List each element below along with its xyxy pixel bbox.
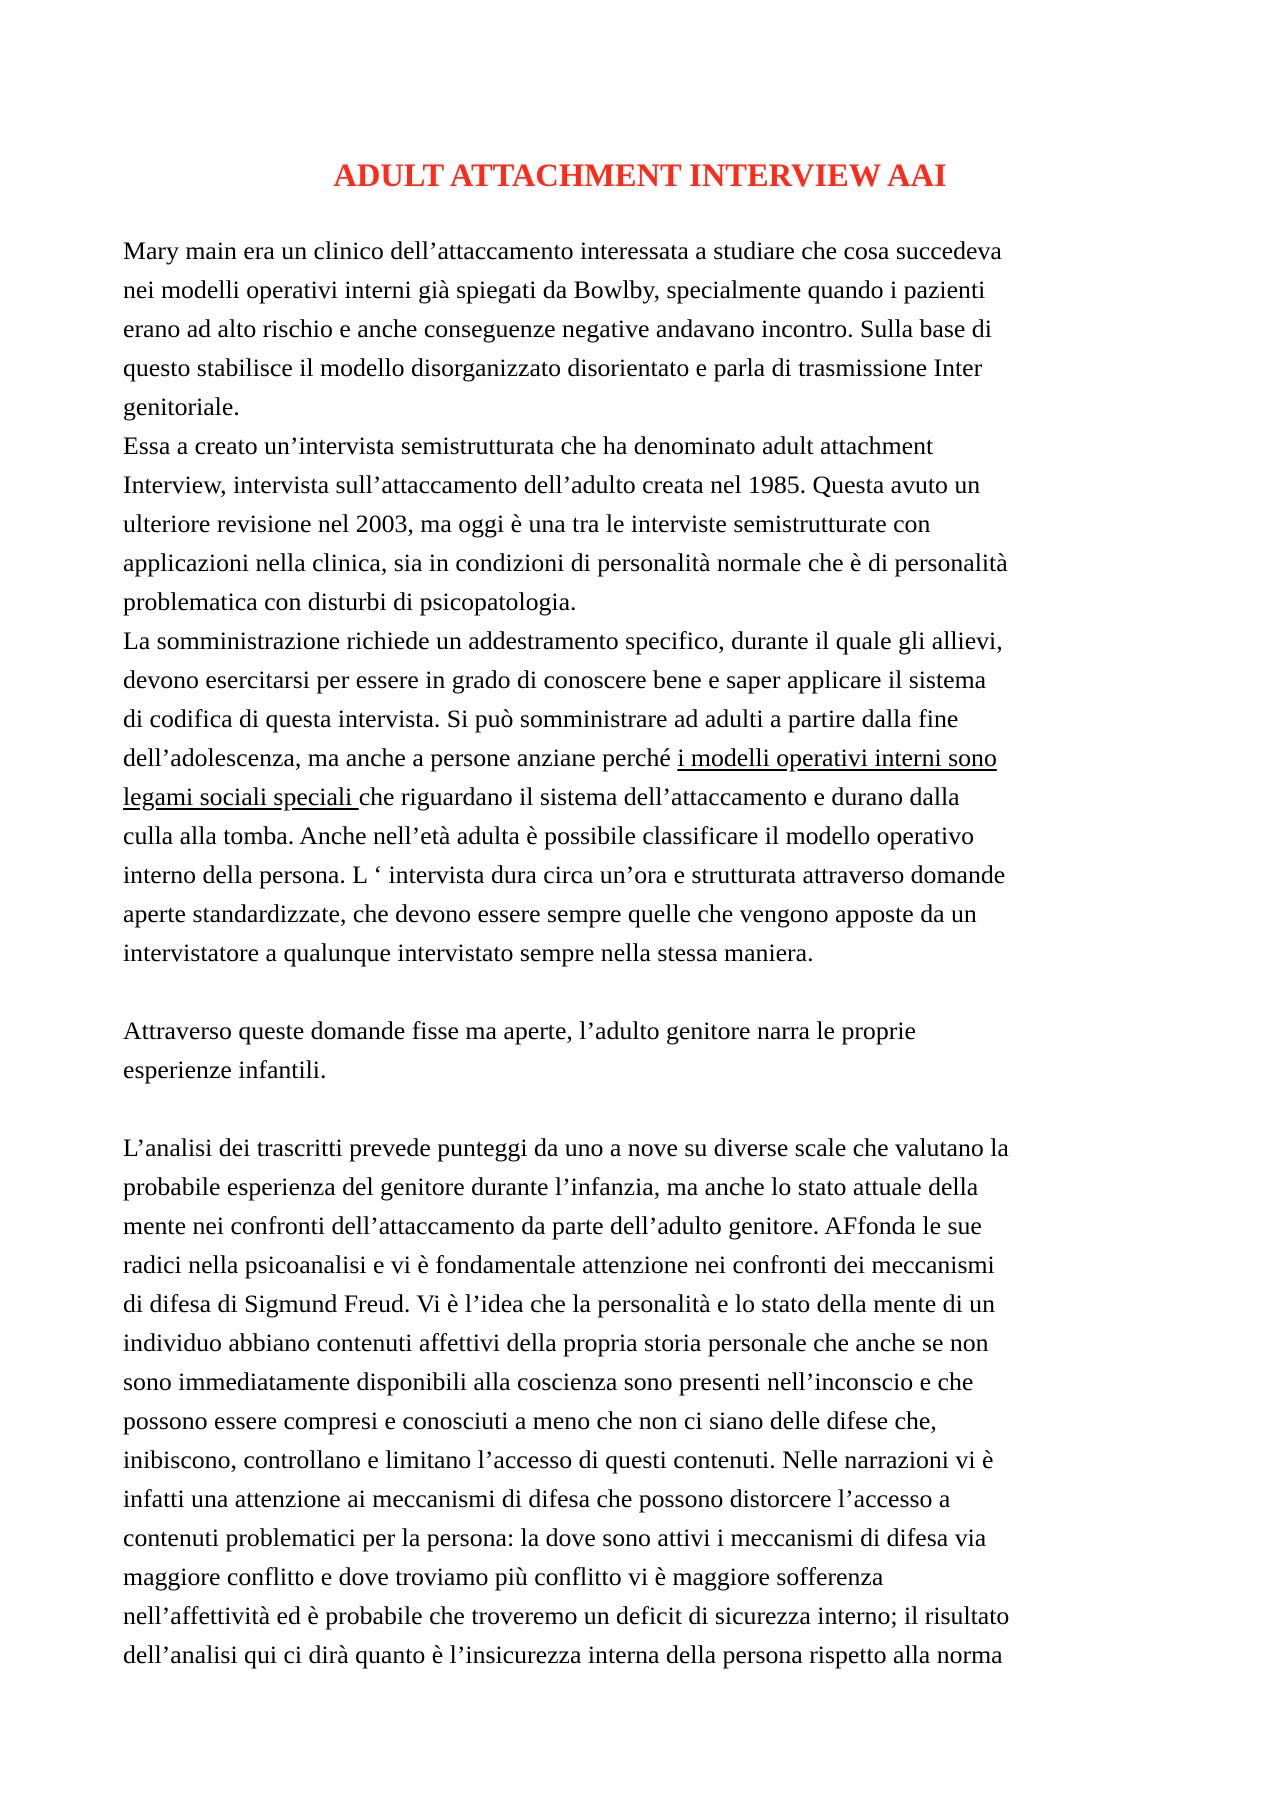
text-line — [123, 777, 1163, 816]
text-line: interno della persona. L ‘ intervista dura circa un’ora e strutturata attraverso domande — [123, 860, 1006, 889]
text-segment: dell’adolescenza, ma anche a persone anziane perché — [123, 743, 678, 772]
paragraph-2 — [123, 426, 1163, 621]
text-line: L’analisi dei trascritti prevede punteggi da uno a nove su diverse scale che valutano la — [123, 1133, 1009, 1162]
paragraph-spacer — [123, 1089, 1163, 1128]
text-line: problematica con disturbi di psicopatologia. — [123, 587, 577, 616]
text-line: dell’analisi qui ci dirà quanto è l’insicurezza interna della persona rispetto alla norma — [123, 1640, 1003, 1669]
text-line: devono esercitarsi per essere in grado di conoscere bene e saper applicare il sistema — [123, 665, 987, 694]
text-line: contenuti problematici per la persona: la dove sono attivi i meccanismi di difesa via — [123, 1523, 987, 1552]
text-line: radici nella psicoanalisi e vi è fondamentale attenzione nei confronti dei meccanismi — [123, 1250, 995, 1279]
text-line: Attraverso queste domande fisse ma aperte, l’adulto genitore narra le proprie — [123, 1016, 916, 1045]
text-line: possono essere compresi e conosciuti a meno che non ci siano delle difese che, — [123, 1406, 937, 1435]
text-line: sono immediatamente disponibili alla coscienza sono presenti nell’inconscio e che — [123, 1367, 974, 1396]
text-line: probabile esperienza del genitore durante l’infanzia, ma anche lo stato attuale della — [123, 1172, 979, 1201]
document-body — [123, 231, 1163, 1674]
text-line: Interview, intervista sull’attaccamento dell’adulto creata nel 1985. Questa avuto un — [123, 470, 981, 499]
text-line: Essa a creato un’intervista semistrutturata che ha denominato adult attachment — [123, 431, 934, 460]
text-line: erano ad alto rischio e anche conseguenze negative andavano incontro. Sulla base di — [123, 314, 992, 343]
paragraph-spacer — [123, 972, 1163, 1011]
text-line: aperte standardizzate, che devono essere sempre quelle che vengono apposte da un — [123, 899, 977, 928]
paragraph-1 — [123, 231, 1163, 426]
text-line: culla alla tomba. Anche nell’età adulta è possibile classificare il modello operativo — [123, 821, 974, 850]
text-line: esperienze infantili. — [123, 1055, 327, 1084]
document-title: ADULT ATTACHMENT INTERVIEW AAI — [333, 158, 947, 194]
text-line: nell’affettività ed è probabile che troveremo un deficit di sicurezza interno; il risultato — [123, 1601, 1010, 1630]
paragraph-5 — [123, 1128, 1163, 1674]
paragraph-4 — [123, 1011, 1163, 1089]
underlined-text: i modelli operativi interni sono — [677, 743, 997, 772]
text-line — [123, 738, 1163, 777]
paragraph-3 — [123, 621, 1163, 972]
text-line: La somministrazione richiede un addestramento specifico, durante il quale gli allievi, — [123, 626, 1003, 655]
text-line: mente nei confronti dell’attaccamento da parte dell’adulto genitore. AFfonda le sue — [123, 1211, 982, 1240]
text-line: intervistatore a qualunque intervistato sempre nella stessa maniera. — [123, 938, 814, 967]
text-line: nei modelli operativi interni già spiegati da Bowlby, specialmente quando i pazienti — [123, 275, 986, 304]
text-line: maggiore conflitto e dove troviamo più conflitto vi è maggiore sofferenza — [123, 1562, 884, 1591]
underlined-text: legami sociali speciali — [123, 782, 359, 811]
text-line: infatti una attenzione ai meccanismi di difesa che possono distorcere l’accesso a — [123, 1484, 951, 1513]
text-line: di codifica di questa intervista. Si può somministrare ad adulti a partire dalla fine — [123, 704, 959, 733]
text-line: ulteriore revisione nel 2003, ma oggi è una tra le interviste semistrutturate con — [123, 509, 931, 538]
text-line: questo stabilisce il modello disorganizzato disorientato e parla di trasmissione Inter — [123, 353, 983, 382]
text-line: Mary main era un clinico dell’attaccamento interessata a studiare che cosa succedeva — [123, 236, 1002, 265]
text-line: applicazioni nella clinica, sia in condizioni di personalità normale che è di personalità — [123, 548, 1008, 577]
text-line: individuo abbiano contenuti affettivi della propria storia personale che anche se non — [123, 1328, 989, 1357]
text-line: genitoriale. — [123, 392, 240, 421]
text-line: inibiscono, controllano e limitano l’accesso di questi contenuti. Nelle narrazioni vi è — [123, 1445, 994, 1474]
text-line: di difesa di Sigmund Freud. Vi è l’idea che la personalità e lo stato della mente di un — [123, 1289, 995, 1318]
text-segment: che riguardano il sistema dell’attaccamento e durano dalla — [358, 782, 960, 811]
